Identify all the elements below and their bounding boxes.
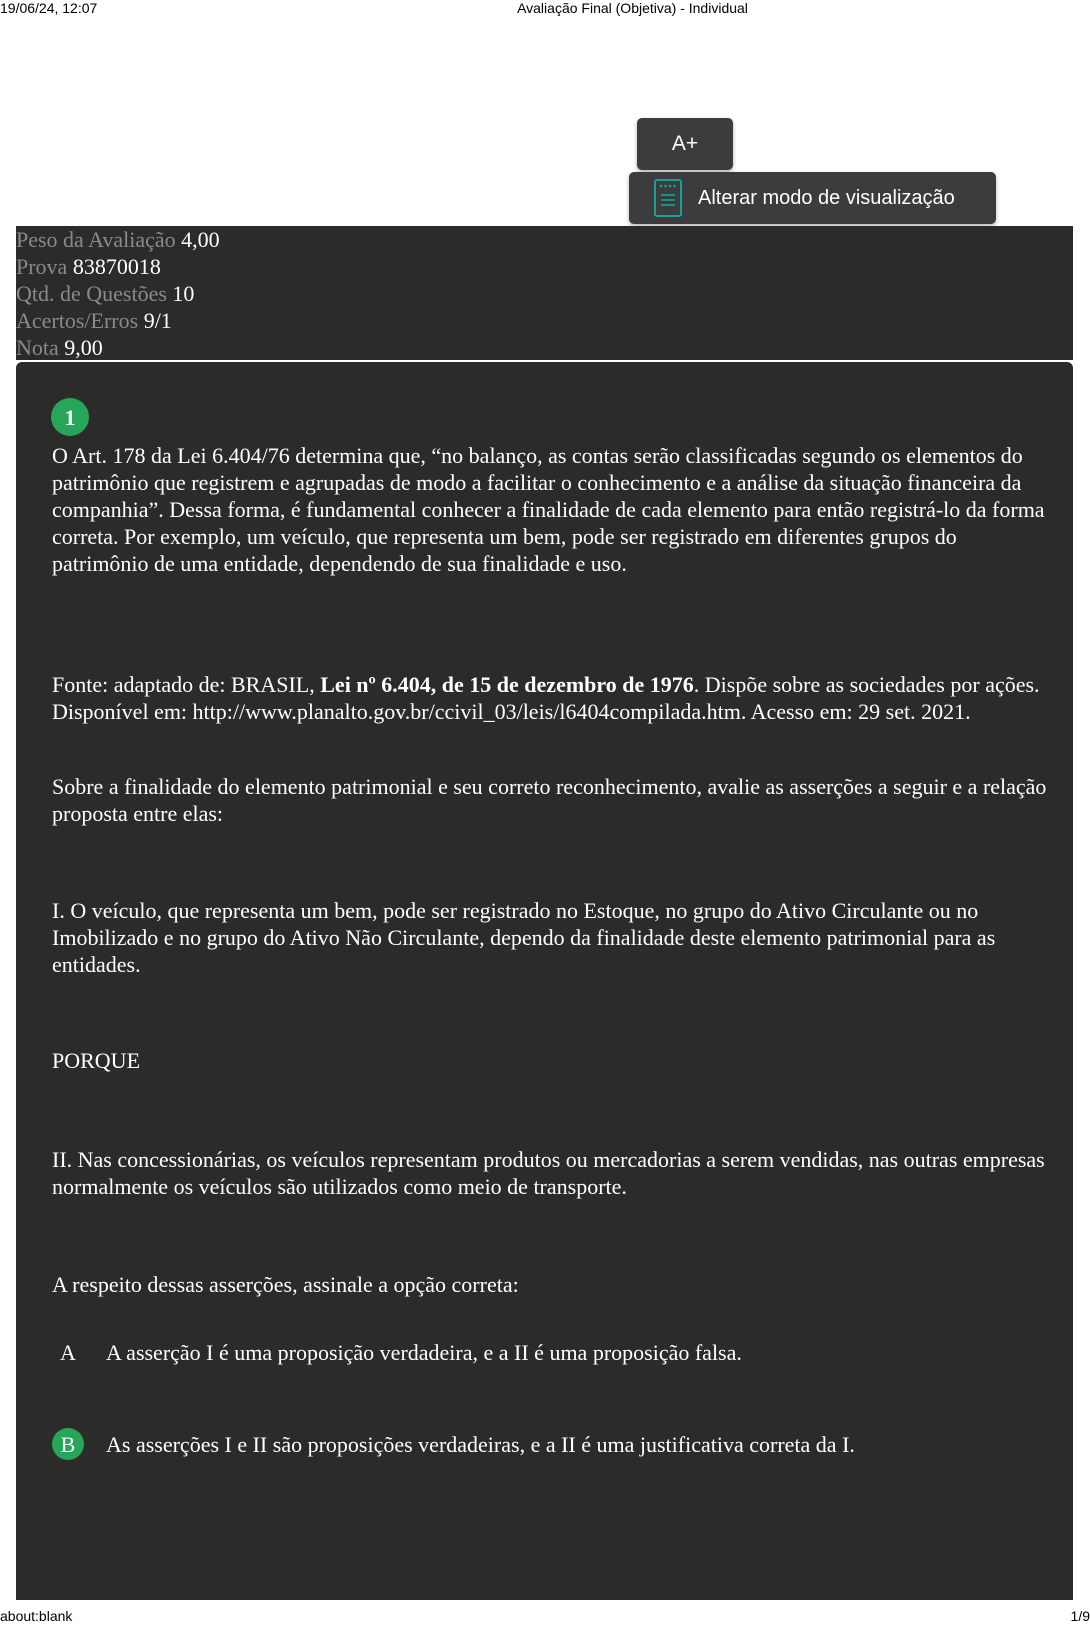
source-suffix: . Dispõe sobre as sociedades por ações. Disponível em: http://www.planalto.gov.br/ccivil_03/leis/l6404compilada.htm. Acesso em: 29 set. 2021. (52, 672, 1040, 724)
summary-weight-label: Peso da Avaliação (16, 227, 176, 252)
summary-exam-label: Prova (16, 254, 68, 279)
question-number-badge: 1 (51, 398, 89, 436)
summary-exam-value: 83870018 (72, 254, 161, 279)
option-b-letter-selected: B (52, 1428, 84, 1460)
assertion-one: I. O veículo, que representa um bem, pode ser registrado no Estoque, no grupo do Ativo Circulante ou no Imobilizado e no grupo do Ativo Não Circulante, dependo da finalidade deste elemento patrimonial para as entidades. (52, 898, 996, 977)
assertion-two: II. Nas concessionárias, os veículos representam produtos ou mercadorias a serem vendidas, nas outras empresas normalmente os veículos são utilizados como meio de transporte. (52, 1147, 1045, 1199)
print-url: about:blank (0, 1608, 73, 1624)
source-law-title: Lei nº 6.404, de 15 de dezembro de 1976 (320, 672, 694, 697)
source-prefix: Fonte: adaptado de: BRASIL, (52, 672, 321, 697)
font-size-increase-button[interactable] (637, 118, 733, 170)
summary-question-count-label: Qtd. de Questões (16, 281, 167, 306)
summary-exam (16, 253, 1073, 280)
question-card (16, 362, 1073, 1600)
assertion-connector: PORQUE (52, 1048, 141, 1073)
summary-grade (16, 334, 1073, 361)
option-a[interactable] (52, 1336, 1052, 1368)
change-view-mode-button[interactable] (629, 172, 996, 224)
question-source (52, 671, 1052, 725)
summary-weight (16, 226, 1073, 253)
option-a-letter: A (60, 1339, 76, 1365)
summary-weight-value: 4,00 (181, 227, 220, 252)
print-page-title: Avaliação Final (Objetiva) - Individual (517, 0, 748, 16)
summary-hits-errors (16, 307, 1073, 334)
option-b[interactable] (52, 1428, 1052, 1460)
summary-hits-errors-value: 9/1 (143, 308, 172, 333)
assessment-summary (16, 226, 1073, 360)
option-a-text: A asserção I é uma proposição verdadeira, e a II é uma proposição falsa. (106, 1339, 742, 1365)
summary-question-count (16, 280, 1073, 307)
option-b-text: As asserções I e II são proposições verdadeiras, e a II é uma justificativa correta da I. (106, 1431, 855, 1457)
summary-grade-label: Nota (16, 335, 59, 360)
print-datetime: 19/06/24, 12:07 (0, 0, 98, 16)
summary-question-count-value: 10 (172, 281, 195, 306)
question-prompt: Sobre a finalidade do elemento patrimonial e seu correto reconhecimento, avalie as asserções a seguir e a relação proposta entre elas: (52, 774, 1047, 826)
summary-grade-value: 9,00 (64, 335, 103, 360)
document-icon (654, 179, 682, 217)
font-size-label: A+ (671, 132, 699, 155)
summary-hits-errors-label: Acertos/Erros (16, 308, 139, 333)
view-mode-label: Alterar modo de visualização (698, 186, 955, 209)
question-intro: O Art. 178 da Lei 6.404/76 determina que, “no balanço, as contas serão classificadas segundo os elementos do patrimônio que registrem e agrupadas de modo a facilitar o conhecimento e a análise da situação financeira da companhia”. Dessa forma, é fundamental conhecer a finalidade de cada elemento para então registrá-lo da forma correta. Por exemplo, um veículo, que representa um bem, pode ser registrado em diferentes grupos do patrimônio de uma entidade, dependendo de sua finalidade e uso. (52, 443, 1045, 576)
question-instruction: A respeito dessas asserções, assinale a opção correta: (52, 1272, 519, 1297)
print-page-number: 1/9 (1070, 1608, 1090, 1624)
